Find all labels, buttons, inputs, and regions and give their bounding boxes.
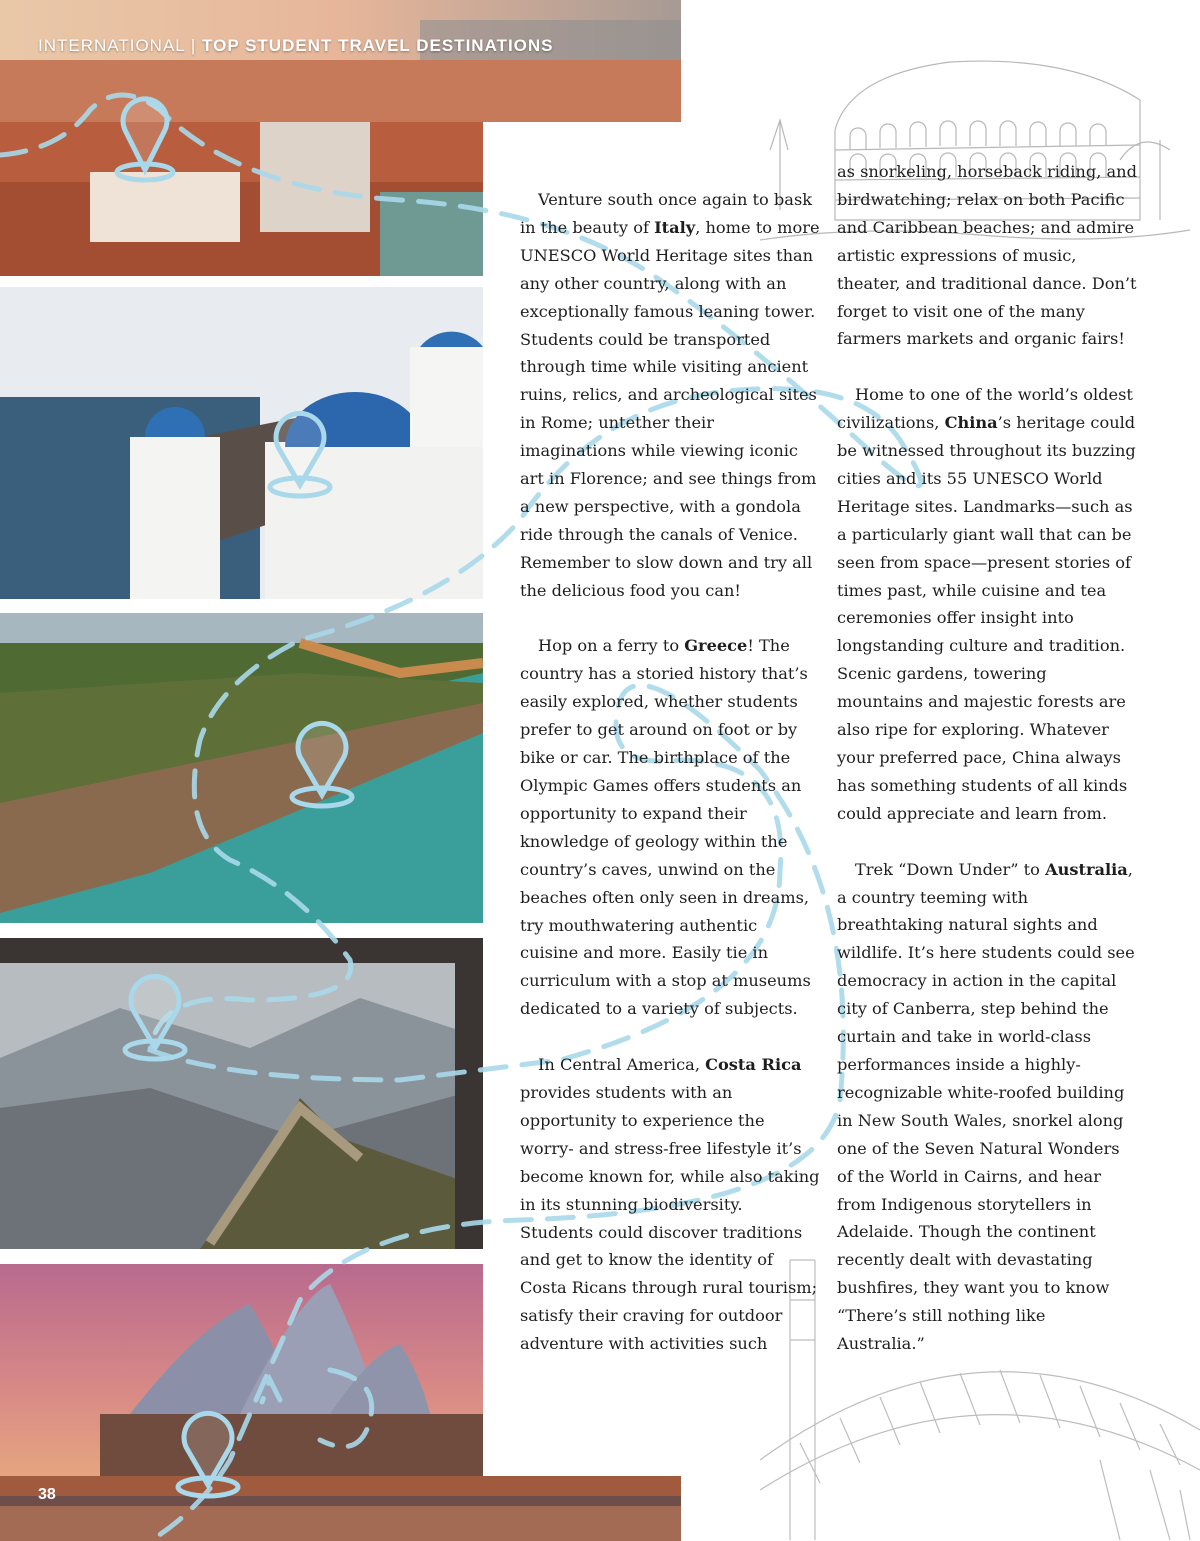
page-number: 38 xyxy=(38,1486,56,1503)
section-label: INTERNATIONAL xyxy=(38,36,186,55)
australia-photo-lower xyxy=(0,1476,681,1541)
costa-rica-paragraph: In Central America, Costa Rica provides students with an opportunity to experience the worry- and stress-free lifestyle it’s become known for, while also taking in its stunning biodiversity. Students could discover traditions and get to know the identity of Costa Ricans through rural tourism; satisfy their craving for outdoor adventure with activities such xyxy=(520,1055,820,1354)
destination-name: China xyxy=(944,413,998,433)
greece-paragraph: Hop on a ferry to Greece! The country has a storied history that’s easily explored, whether students prefer to get around on foot or by bike or car. The birthplace of the Olympic Games offers students an opportunity to expand their knowledge of geology within the country’s caves, unwind on the beaches often only seen in dreams, try mouthwatering authentic cuisine and more. Easily tie in curriculum with a stop at museums dedicated to a variety of subjects. xyxy=(520,636,811,1019)
destination-name: Greece xyxy=(684,636,748,656)
costa-rica-paragraph-continued: as snorkeling, horseback riding, and birdwatching; relax on both Pacific and Caribbean beaches; and admire artistic expressions of music, theater, and traditional dance. Don’t forget to visit one of the many farmers markets and organic fairs! xyxy=(837,162,1137,349)
page-header xyxy=(38,36,554,56)
australia-paragraph: Trek “Down Under” to Australia, a country teeming with breathtaking natural sights and wildlife. It’s here students could see democracy in action in the capital city of Canberra, step behind the curtain and take in world-class performances inside a highly-recognizable white-roofed building in New South Wales, snorkel along one of the Seven Natural Wonders of the World in Cairns, and hear from Indigenous storytellers in Adelaide. Though the continent recently dealt with devastating bushfires, they want you to know “There’s still nothing like Australia.” xyxy=(837,859,1135,1354)
destination-name: Australia xyxy=(1045,859,1128,879)
venice-photo-lower xyxy=(0,122,483,276)
china-paragraph: Home to one of the world’s oldest civilizations, China’s heritage could be witnessed throughout its buzzing cities and its 55 UNESCO World Heritage sites. Landmarks—such as a particularly giant wall that can be seen from space—present stories of times past, while cuisine and tea ceremonies offer insight into longstanding culture and tradition. Scenic gardens, towering mountains and majestic forests are also ripe for exploring. Whatever your preferred pace, China always has something students of all kinds could appreciate and learn from. xyxy=(837,385,1136,823)
venice-photo xyxy=(0,0,681,122)
italy-paragraph: Venture south once again to bask in the beauty of Italy, home to more UNESCO World Heritage sites than any other country, along with an exceptionally famous leaning tower. Students could be transported through time while visiting ancient ruins, relics, and archeological sites in Rome; untether their imaginations while viewing iconic art in Florence; and see things from a new perspective, with a gondola ride through the canals of Venice. Remember to slow down and try all the delicious food you can! xyxy=(520,190,820,600)
article-column-right xyxy=(837,158,1137,1386)
header-separator: | xyxy=(190,36,197,55)
destination-name: Costa Rica xyxy=(705,1055,802,1075)
china-photo xyxy=(0,938,483,1249)
greece-photo xyxy=(0,287,483,599)
costa-rica-photo xyxy=(0,613,483,923)
destination-name: Italy xyxy=(654,217,696,237)
page-title: TOP STUDENT TRAVEL DESTINATIONS xyxy=(202,36,554,55)
australia-photo xyxy=(0,1264,483,1476)
article-column-left xyxy=(520,186,820,1386)
